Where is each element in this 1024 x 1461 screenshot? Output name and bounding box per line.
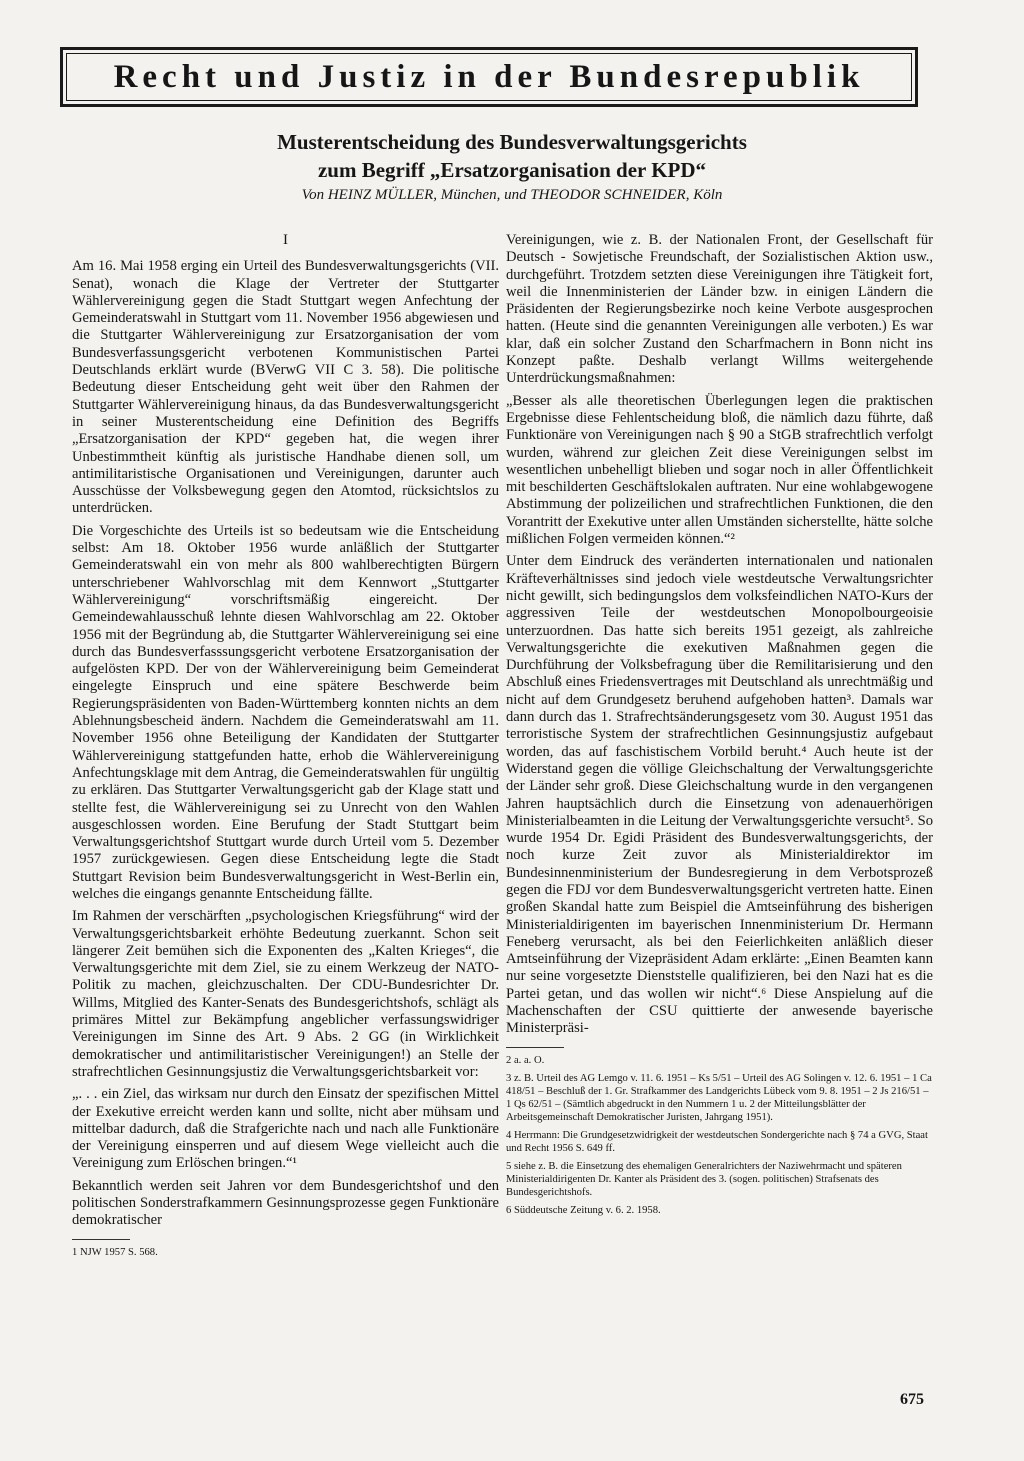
page-number: 675 xyxy=(900,1391,924,1408)
footnote-divider xyxy=(506,1047,564,1048)
section-banner xyxy=(60,47,918,107)
article-byline: Von HEINZ MÜLLER, München, und THEODOR SCHNEIDER, Köln xyxy=(301,187,723,203)
paragraph: Vereinigungen, wie z. B. der Nationalen Front, der Gesellschaft für Deutsch - Sowjetische Freundschaft, der Sozialistischen Aktion usw., durchgeführt. Trotzdem setzten diese Vereinigungen ihre Tätigkeit fort, weil die Innenministerien der Länder bzw. in einigen Ländern die Präsidenten der Regierungsbezirke noch keine Verbote ausgesprochen hatten. (Heute sind die genannten Vereinigungen alle verboten.) Es war klar, daß ein solcher Zustand den Scharfmachern in Bonn nicht ins Konzept paßte. Deshalb verlangt Willms weitergehende Unterdrückungsmaßnahmen: xyxy=(506,232,933,387)
footnote: 2 a. a. O. xyxy=(506,1054,545,1066)
block-quote: „Besser als alle theoretischen Überlegungen legen die praktischen Ergebnisse diese Fehlentscheidung bloß, die nämlich dazu führte, daß Funktionäre von Vereinigungen nach § 90 a StGB strafrechtlich verfolgt wurden, während zur gleichen Zeit diese Vereinigungen selbst im wesentlichen unbehelligt blieben und sogar noch in aller Öffentlichkeit mit beschilderten Geschäftslokalen auftraten. Nur eine wohlabgewogene Abstimmung der polizeilichen und strafrechtlichen Funktionen, die den Vorantritt der Exekutive unter allen Umständen sicherstellte, hätte solche mißlichen Folgen vermeiden können.“² xyxy=(506,392,933,548)
footnote: 6 Süddeutsche Zeitung v. 6. 2. 1958. xyxy=(506,1204,661,1216)
paragraph: Die Vorgeschichte des Urteils ist so bedeutsam wie die Entscheidung selbst: Am 18. Oktober 1956 wurde anläßlich der Stuttgarter Gemeinderatswahl ein von mehr als 800 wahlberechtigten Bürgern unterschriebener Wahlvorschlag mit dem Kennwort „Stuttgarter Wählervereinigung“ vorschriftsmäßig eingereicht. Der Gemeindewahlausschuß lehnte diesen Wahlvorschlag am 22. Oktober 1956 mit der Begründung ab, die Stuttgarter Wählervereinigung sei eine durch das Bundesverfasssungsgericht verbotene Ersatzorganisation der aufgelösten KPD. Der von der Wählervereinigung beim Gemeinderat eingelegte Einspruch und eine spätere Beschwerde beim Regierungspräsidenten von Baden-Württemberg konnten nichts an dem Ablehnungsbescheid ändern. Nachdem die Gemeinderatswahl am 11. November 1956 ohne Beteiligung der Kandidaten der Stuttgarter Wählervereinigung stattgefunden hatte, erhob die Wählervereinigung Anfechtungsklage mit dem Antrag, die Gemeinderatswahlen für ungültig zu erklären. Das Stuttgarter Verwaltungsgericht gab der Klage statt und stellte fest, die Wählervereinigung sei zu Unrecht von den Wahlen ausgeschlossen worden. Eine Berufung der Stadt Stuttgart beim Verwaltungsgerichtshof Stuttgart wurde durch Urteil vom 5. Dezember 1957 zurückgewiesen. Gegen diese Entscheidung legte die Stadt Stuttgart Revision beim Bundesverwaltungsgericht in West-Berlin ein, welches die eingangs genannte Entscheidung fällte. xyxy=(72,522,499,902)
footnote: 3 z. B. Urteil des AG Lemgo v. 11. 6. 1951 – Ks 5/51 – Urteil des AG Solingen v. 12. 6. 1951 – 1 Ca 418/51 – Beschluß der 1. Gr. Strafkammer des Landgerichts Lübeck vom 9. 8. 1951 – 2 Js 216/51 – 1 Qs 62/51 – (Sämtlich abgedruckt in den Nummern 1 u. 2 der Mitteilungsblätter der Arbeitsgemeinschaft Demokratischer Juristen, Jahrgang 1951). xyxy=(506,1072,932,1123)
article-title-line-1: Musterentscheidung des Bundesverwaltungsgerichts xyxy=(277,130,747,154)
section-heading: I xyxy=(283,232,288,248)
paragraph: Bekanntlich werden seit Jahren vor dem Bundesgerichtshof und den politischen Sonderstrafkammern Gesinnungsprozesse gegen Funktionäre demokratischer xyxy=(72,1177,499,1229)
paragraph: Unter dem Eindruck des veränderten internationalen und nationalen Kräfteverhältnisses sind jedoch viele westdeutsche Verwaltungsrichter nicht gewillt, sich bedingungslos dem volksfeindlichen NATO-Kurs der aggressiven Teile der westdeutschen Monopolbourgeoisie unterzuordnen. Das hatte sich bereits 1951 gezeigt, als zahlreiche Verwaltungsgerichte die exekutiven Maßnahmen gegen die Durchführung der Volksbefragung über die Remilitarisierung und den Abschluß eines Friedensvertrages mit Deutschland als unrechtmäßig und nicht auf dem Grundgesetz beruhend aufgehoben hatten³. Damals war dann durch das 1. Strafrechtsänderungsgesetz vom 30. August 1951 das terroristische System der strafrechtlichen Gesinnungsjustiz aufgebaut worden, das auf faschistischem Vorbild beruht.⁴ Auch heute ist der Widerstand gegen die völlige Gleichschaltung der Verwaltungsgerichte der Länder sehr groß. Diese Gleichschaltung wurde in den vergangenen Jahren hauptsächlich durch die Einsetzung von adenauerhörigen Ministerialbeamten in die Leitung der Verwaltungsgerichte versucht⁵. So wurde 1954 Dr. Egidi Präsident des Bundesverwaltungsgerichts, der noch kurze Zeit zuvor als Ministerialdirektor im Bundesinnenministerium der Bundesregierung in dem Verbotsprozeß gegen die FDJ vor dem Bundesverwaltungsgericht vertreten hatte. Einen großen Skandal hatte zum Beispiel die Amtseinführung des bisherigen Ministerialdirigenten im bayerischen Innenministerium Dr. Hermann Feneberg verursacht, als bei den Feierlichkeiten anläßlich dieser Amtseinführung der Vizepräsident Adam erklärte: „Einen Beamten kann nur seine vorgesetzte Dienststelle qualifizieren, bei den Nazi hat es die Partei getan, und das wollen wir nicht“.⁶ Diese Anspielung auf die Machenschaften der CSU quittierte der anwesende bayerische Ministerpräsi- xyxy=(506,553,933,1037)
footnote: 4 Herrmann: Die Grundgesetzwidrigkeit der westdeutschen Sondergerichte nach § 74 a GVG, Staat und Recht 1956 S. 649 ff. xyxy=(506,1129,928,1154)
right-column xyxy=(506,232,933,1222)
article-title-line-2: zum Begriff „Ersatzorganisation der KPD“ xyxy=(317,158,707,182)
footnote: 1 NJW 1957 S. 568. xyxy=(72,1246,158,1258)
paragraph: Im Rahmen der verschärften „psychologischen Kriegsführung“ wird der Verwaltungsgerichtsbarkeit erhöhte Bedeutung zuerkannt. Schon seit längerer Zeit bemühen sich die Exponenten des „Kalten Krieges“, die Verwaltungsgerichte mit dem Ziel, sie zu einem Werkzeug der NATO-Politik zu machen, gleichzuschalten. Der CDU-Bundesrichter Dr. Willms, Mitglied des Kanter-Senats des Bundesgerichtshofs, schlägt als primäres Mittel zur Bekämpfung angeblicher verfassungswidriger Vereinigungen im Sinne des Art. 9 Abs. 2 GG (in Wirklichkeit demokratischer und antimilitaristischer Vereinigungen!) an Stelle der strafrechtlichen Gesinnungsjustiz die Verwaltungsgerichtsbarkeit vor: xyxy=(72,908,499,1080)
block-quote: „. . . ein Ziel, das wirksam nur durch den Einsatz der spezifischen Mittel der Exekutive erreicht werden kann und sollte, nicht aber mühsam und mittelbar dadurch, daß die Strafgerichte nach und nach alle Funktionäre der Vereinigung einsperren und auf diesem Wege vielleicht auch die Vereinigung zum Erlöschen bringen.“¹ xyxy=(72,1086,499,1172)
footnote: 5 siehe z. B. die Einsetzung des ehemaligen Generalrichters der Naziwehrmacht und späteren Ministerialdirigenten Dr. Kanter als Präsident des 3. (sogen. politischen) Strafsenats des Bundesgerichtshofs. xyxy=(506,1160,902,1198)
footnote-divider xyxy=(72,1239,130,1240)
paragraph: Am 16. Mai 1958 erging ein Urteil des Bundesverwaltungsgerichts (VII. Senat), wonach die Klage der Vertreter der Stuttgarter Wählervereinigung gegen die Stadt Stuttgart wegen Anfechtung der Gemeinderatswahl in Stuttgart vom 11. November 1956 abgewiesen und die Stuttgarter Wählervereinigung zur Ersatzorganisation der vom Bundesverfassungsgericht verbotenen Kommunistischen Partei Deutschlands erklärt wurde (BVerwG VII C 3. 58). Die politische Bedeutung dieser Entscheidung geht weit über den Rahmen der Stuttgarter Wählervereinigung hinaus, da das Bundesverwaltungsgericht in seiner Musterentscheidung eine Definition des Begriffs „Ersatzorganisation der KPD“ gegeben hat, die wegen ihrer Unbestimmtheit künftig als juristische Handhabe dienen soll, um antimilitaristische Organisationen und Vereinigungen, darunter auch Ausschüsse der Volksbewegung gegen den Atomtod, rücksichtslos zu unterdrücken. xyxy=(72,258,499,517)
banner-title: Recht und Justiz in der Bundesrepublik xyxy=(113,58,865,95)
left-column xyxy=(72,232,499,1264)
